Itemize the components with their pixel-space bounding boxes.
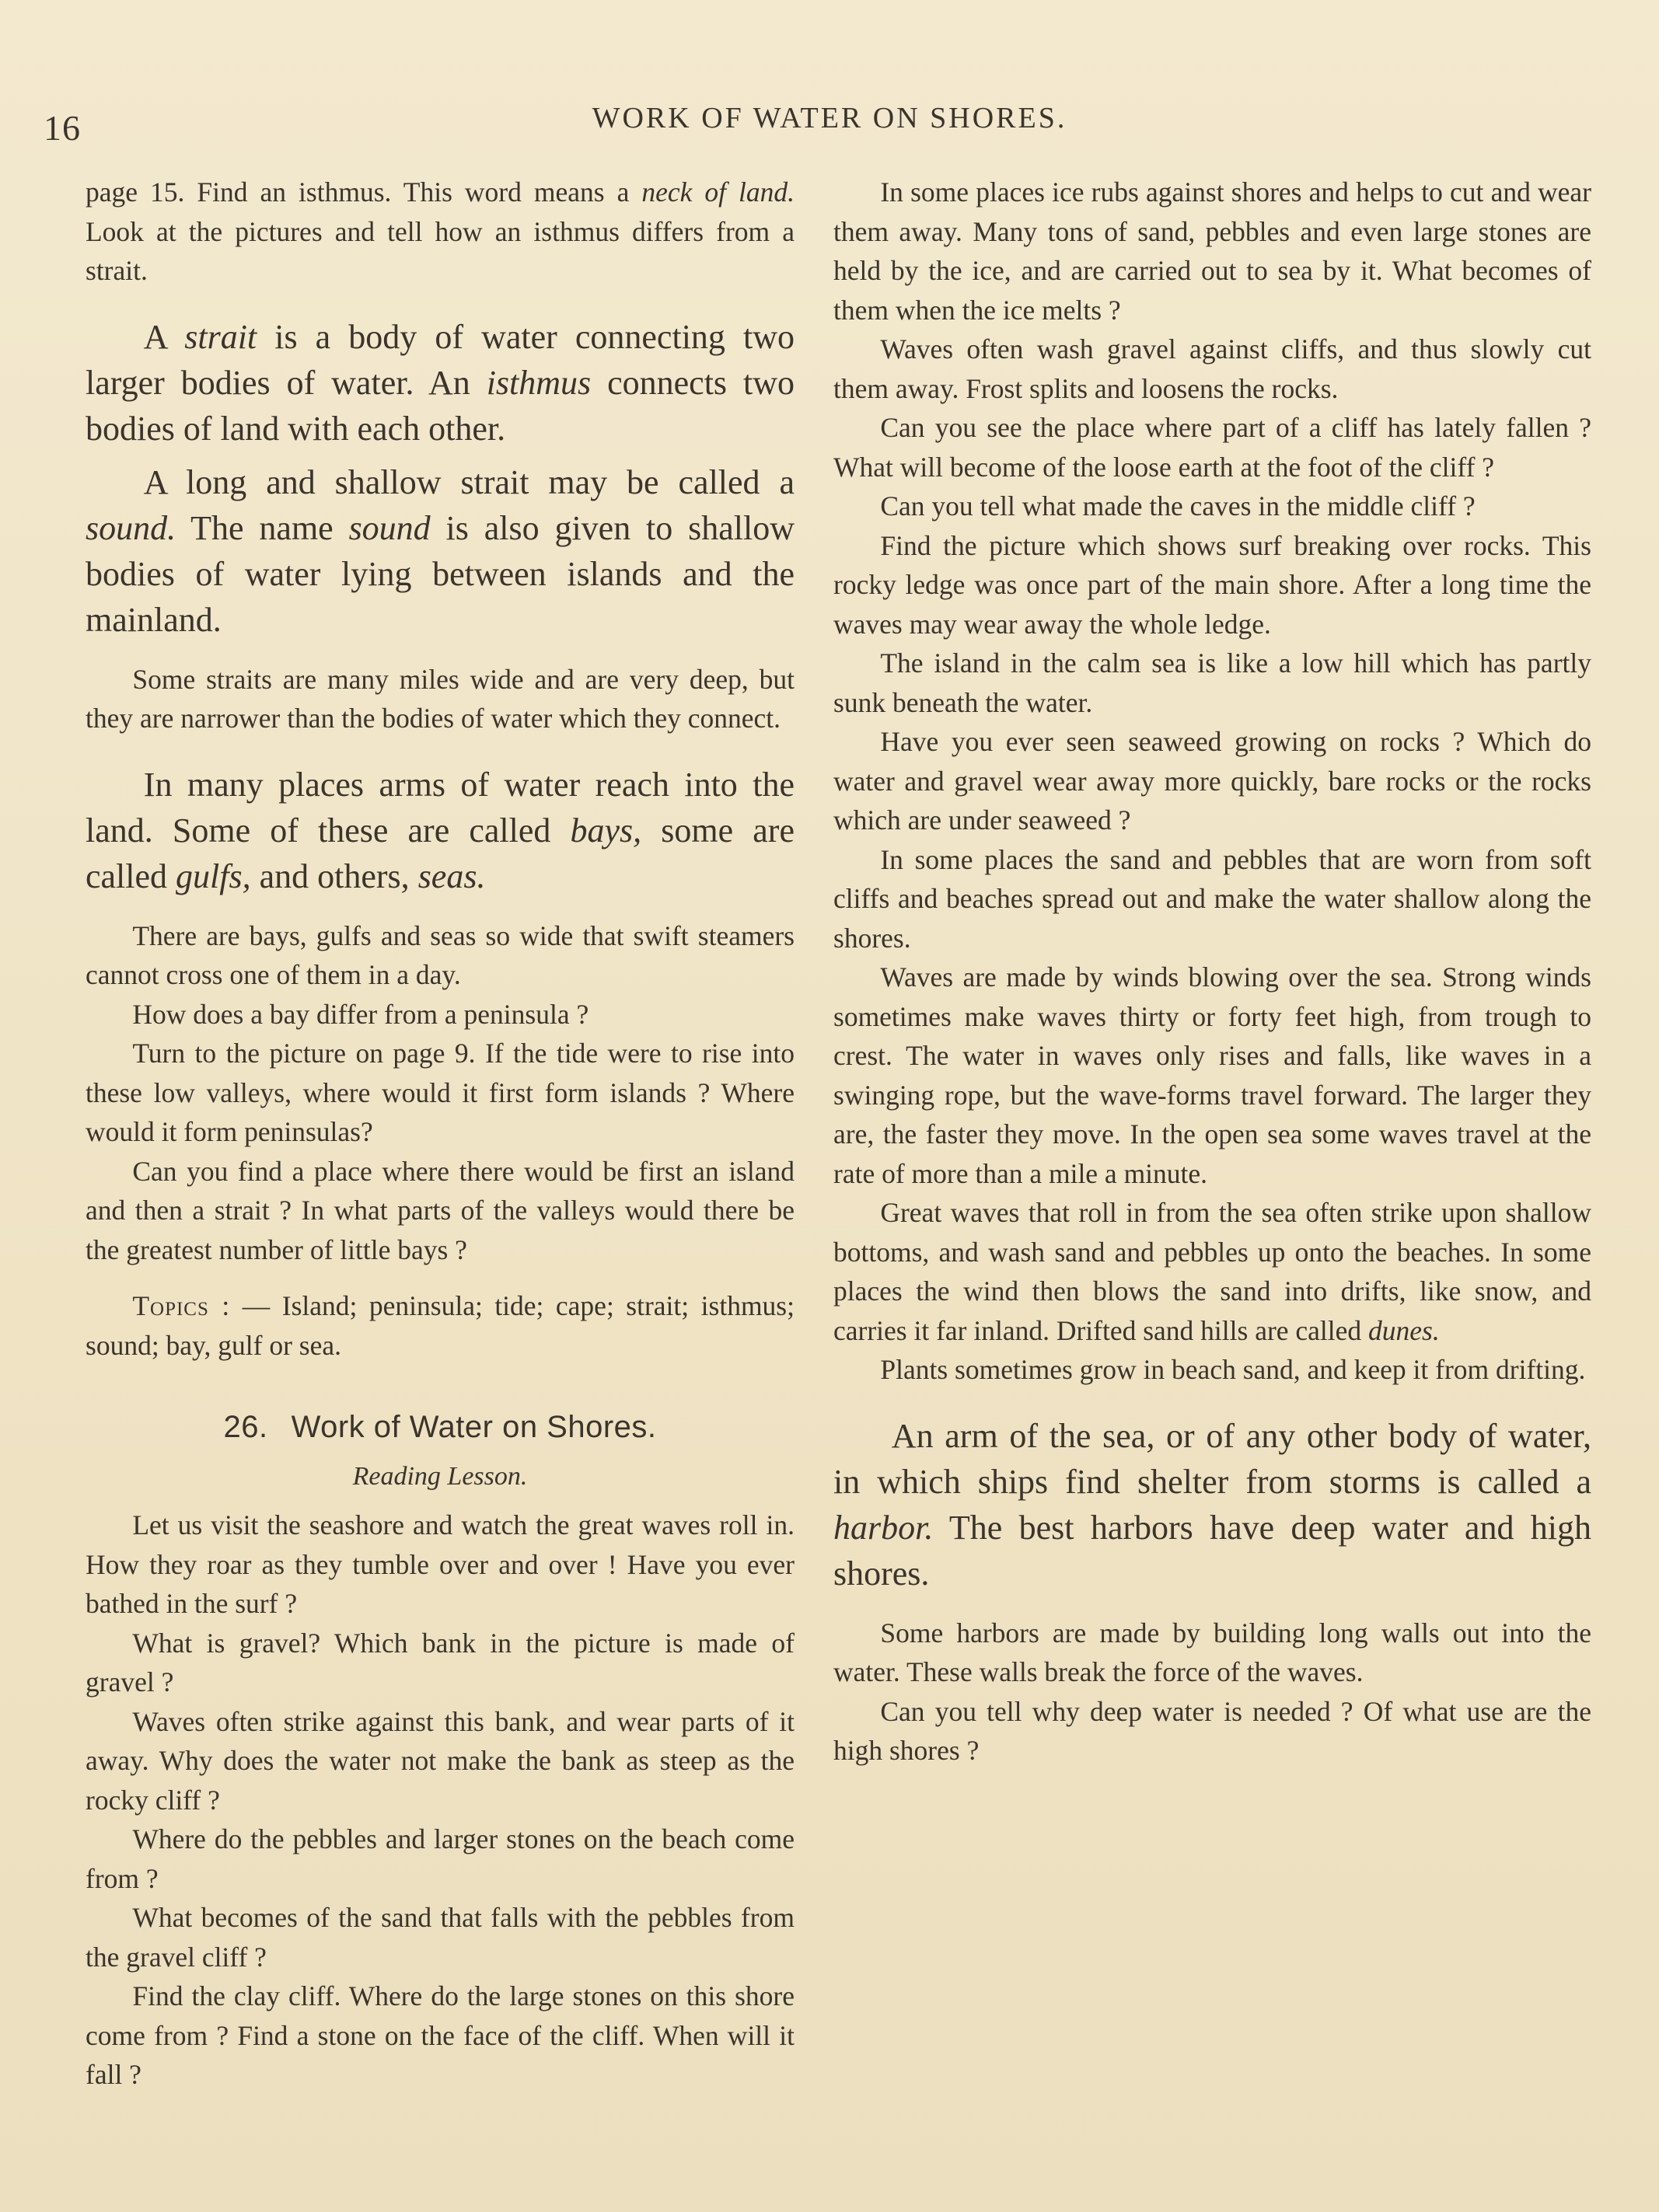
paragraph: Find the picture which shows surf breaking over rocks. This rocky ledge was once part of the main shore. After a long time the waves may wear away the whole ledge. [833, 529, 1591, 640]
paragraph: Waves often strike against this bank, and wear parts of it away. Why does the water not make the bank as steep as the rocky cliff ? [86, 1705, 795, 1816]
paragraph: Find the clay cliff. Where do the large stones on this shore come from ? Find a stone on the face of the cliff. When will it fall ? [86, 1980, 795, 2090]
paragraph: How does a bay differ from a peninsula ? [132, 998, 589, 1030]
paragraph: Let us visit the seashore and watch the great waves roll in. How they roar as they tumble over and over ! Have you ever bathed in the surf ? [86, 1509, 795, 1619]
paragraph: page 15. Find an isthmus. This word means a neck of land. Look at the pictures and tell how an isthmus differs from a strait. [86, 176, 795, 286]
running-head: WORK OF WATER ON SHORES. [592, 102, 1067, 134]
paragraph: Can you tell what made the caves in the middle cliff ? [880, 490, 1476, 522]
paragraph: Great waves that roll in from the sea often strike upon shallow bottoms, and wash sand and pebbles up onto the beaches. In some places the wind then blows the sand into drifts, like snow, and carries it far inland. Drifted sand hills are called dunes. [833, 1197, 1591, 1346]
paragraph: Waves often wash gravel against cliffs, and thus slowly cut them away. Frost splits and loosens the rocks. [833, 333, 1591, 404]
paragraph-definition-strait: A strait is a body of water connecting two larger bodies of water. An isthmus connects two bodies of land with each other. [86, 317, 795, 448]
paragraph: Can you tell why deep water is needed ? Of what use are the high shores ? [833, 1695, 1591, 1766]
paragraph: Can you find a place where there would be first an island and then a strait ? In what parts of the valleys would there be the greatest number of little bays ? [86, 1155, 795, 1265]
topics: Topics : — Island; peninsula; tide; cape; strait; isthmus; sound; bay, gulf or sea. [86, 1290, 795, 1361]
paragraph: In some places ice rubs against shores and helps to cut and wear them away. Many tons of sand, pebbles and even large stones are held by the ice, and are carried out to sea by it. What becomes of them when the ice melts ? [833, 176, 1591, 326]
paragraph: Plants sometimes grow in beach sand, and keep it from drifting. [880, 1354, 1586, 1385]
section-number: 26. [223, 1410, 268, 1444]
left-column [86, 173, 795, 2095]
paragraph: What becomes of the sand that falls with the pebbles from the gravel cliff ? [86, 1902, 795, 1973]
paragraph: Have you ever seen seaweed growing on rocks ? Which do water and gravel wear away more quickly, bare rocks or the rocks which are under seaweed ? [833, 726, 1591, 836]
paragraph: What is gravel? Which bank in the picture is made of gravel ? [86, 1627, 795, 1697]
section-heading [86, 1410, 795, 1445]
right-column [833, 173, 1591, 1771]
paragraph: The island in the calm sea is like a low hill which has partly sunk beneath the water. [833, 647, 1591, 718]
topics-label: Topics : [132, 1290, 231, 1321]
paragraph: Some straits are many miles wide and are very deep, but they are narrower than the bodies of water which they connect. [86, 663, 795, 734]
paragraph-definition-bays: In many places arms of water reach into the land. Some of these are called bays, some are called gulfs, and others, seas. [86, 765, 795, 895]
section-title: Work of Water on Shores. [291, 1410, 657, 1444]
paragraph: In some places the sand and pebbles that are worn from soft cliffs and beaches spread out and make the water shallow along the shores. [833, 843, 1591, 954]
section-subtitle: Reading Lesson. [352, 1462, 528, 1491]
paragraph: Can you see the place where part of a cliff has lately fallen ? What will become of the loose earth at the foot of the cliff ? [833, 412, 1591, 483]
paragraph-definition-harbor: An arm of the sea, or of any other body of water, in which ships find shelter from storms is called a harbor. The best harbors have deep water and high shores. [833, 1416, 1591, 1593]
paragraph: Where do the pebbles and larger stones on the beach come from ? [86, 1823, 795, 1894]
paragraph: Some harbors are made by building long walls out into the water. These walls break the force of the waves. [833, 1617, 1591, 1687]
paragraph: Turn to the picture on page 9. If the tide were to rise into these low valleys, where would it first form islands ? Where would it form peninsulas? [86, 1038, 795, 1147]
paragraph: There are bays, gulfs and seas so wide that swift steamers cannot cross one of them in a day. [86, 919, 795, 990]
paragraph: Waves are made by winds blowing over the sea. Strong winds sometimes make waves thirty or forty feet high, from trough to crest. The water in waves only rises and falls, like waves in a swinging rope, but the wave-forms travel forward. The larger they are, the faster they move. In the open sea some waves travel at the rate of more than a mile a minute. [833, 961, 1591, 1189]
page-number: 16 [44, 108, 81, 148]
paragraph-definition-sound: A long and shallow strait may be called a sound. The name sound is also given to shallow bodies of water lying between islands and the mainland. [86, 462, 795, 639]
